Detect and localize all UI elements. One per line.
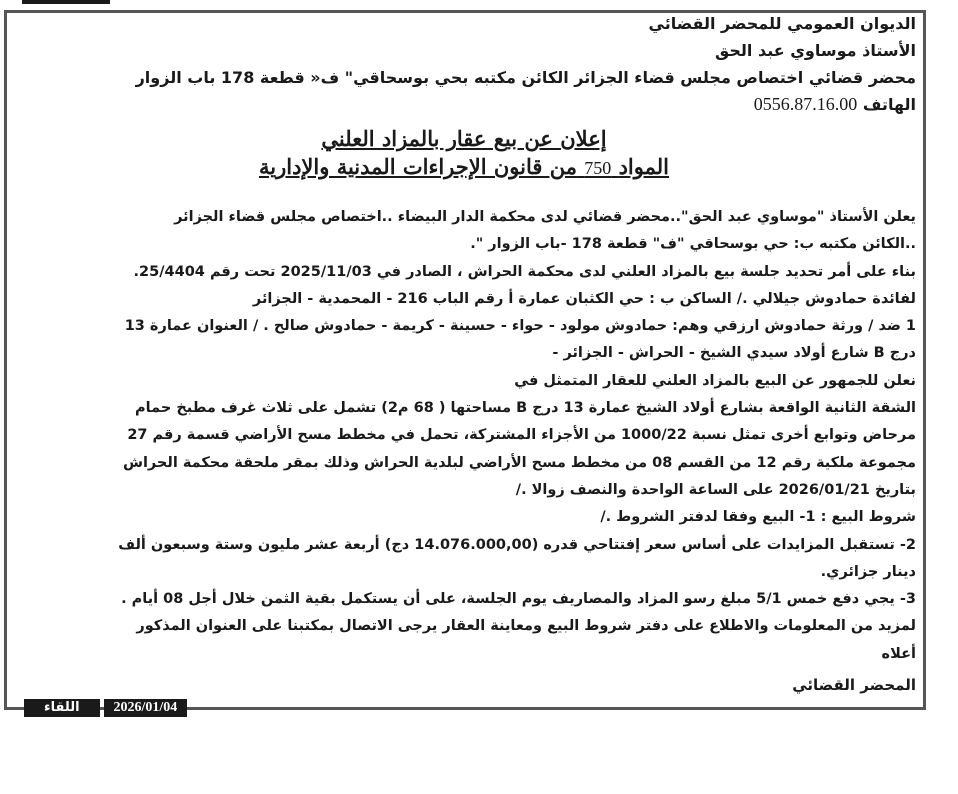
legal-reference [12, 153, 916, 182]
title-block [12, 125, 916, 182]
top-rule [22, 0, 110, 4]
body-line: ..الكائن مكتبه ب: حي بوسحاقي "ف" قطعة 178 -باب الزوار ". [470, 236, 916, 253]
office-address: محضر قضائي اختصاص مجلس قضاء الجزائر الكائن مكتبه بحي بوسحاقي" ف« قطعة 178 باب الزوار [135, 68, 916, 87]
phone-number: 0556.87.16.00 [753, 94, 858, 114]
body-line: دينار جزائري. [820, 563, 916, 580]
body-line: نعلن للجمهور عن البيع بالمزاد العلني للعقار المتمثل في [514, 372, 916, 389]
body-line: لفائدة حمادوش جيلالي ./ الساكن ب : حي الكثبان عمارة أ رقم الباب 216 - المحمدية - الجزائر [252, 290, 916, 307]
body-line: مجموعة ملكية رقم 12 من القسم 08 من مخطط مسح الأراضي لبلدية الحراش وذلك بمقر ملحقة محكمة الحراش [122, 454, 916, 471]
publication-date: 2026/01/04 [104, 699, 188, 717]
body-line: بتاريخ 2026/01/21 على الساعة الواحدة والنصف زوالا ./ [515, 481, 916, 498]
body-line: مرحاض وتوابع أخرى تمثل نسبة 1000/22 من الأجزاء المشتركة، تحمل في مخطط مسح الأراضي قسمة رقم 27 [127, 427, 916, 444]
body-line: أعلاه [881, 645, 916, 662]
phone-label: الهاتف [862, 95, 916, 114]
signature: المحضر القضائي [792, 676, 916, 695]
announcement-title: إعلان عن بيع عقار بالمزاد العلني [321, 126, 607, 151]
body-line: شروط البيع : 1- البيع وفقا لدفتر الشروط ./ [600, 509, 916, 526]
body-line: يعلن الأستاذ "موساوي عبد الحق"..محضر قضائي لدى محكمة الدار البيضاء ..اختصاص مجلس قضاء الجزائر [174, 209, 916, 225]
body-line: 2- تستقبل المزايدات على أساس سعر إفتتاحي قدره (14.076.000,00 دج) أربعة عشر مليون وستة وسبعون ألف [118, 536, 916, 553]
announcement-document [12, 10, 916, 694]
phone-line [12, 91, 916, 118]
office-title: الديوان العمومي للمحضر القضائي [648, 14, 916, 33]
body-line: درج B شارع أولاد سيدي الشيخ - الحراش - الجزائر - [552, 345, 916, 362]
body-line: لمزيد من المعلومات والاطلاع على دفتر شروط البيع ومعاينة العقار يرجى الاتصال بمكتبنا على العنوان المذكور [136, 618, 916, 635]
article-number: 750 [584, 158, 612, 178]
publication-footer [24, 699, 187, 717]
body-line: الشقة الثانية الواقعة بشارع أولاد الشيخ عمارة 13 درج B مساحتها ( 68 م2) تشمل على ثلاث غرف مطبخ حمام [135, 400, 916, 417]
body-line: بناء على أمر تحديد جلسة بيع بالمزاد العلني لدى محكمة الحراش ، الصادر في 2025/11/03 تحت رقم 25/4404. [133, 263, 916, 280]
articles-label: المواد [618, 154, 669, 179]
body-line: 1 ضد / ورثة حمادوش ارزقي وهم: حمادوش مولود - حواء - حسينة - كريمة - حمادوش صالح . / العنوان عمارة 13 [124, 318, 916, 335]
body-line: 3- يجي دفع خمس 5/1 مبلغ رسو المزاد والمصاريف يوم الجلسة، على أن يستكمل بقية الثمن خلال أجل 08 أيام . [121, 591, 916, 608]
law-name: من قانون الإجراءات المدنية والإدارية [259, 154, 577, 179]
announcement-body [12, 204, 916, 668]
bailiff-name: الأستاذ موساوي عبد الحق [714, 41, 916, 60]
newspaper-label: اللقاء [24, 699, 100, 717]
